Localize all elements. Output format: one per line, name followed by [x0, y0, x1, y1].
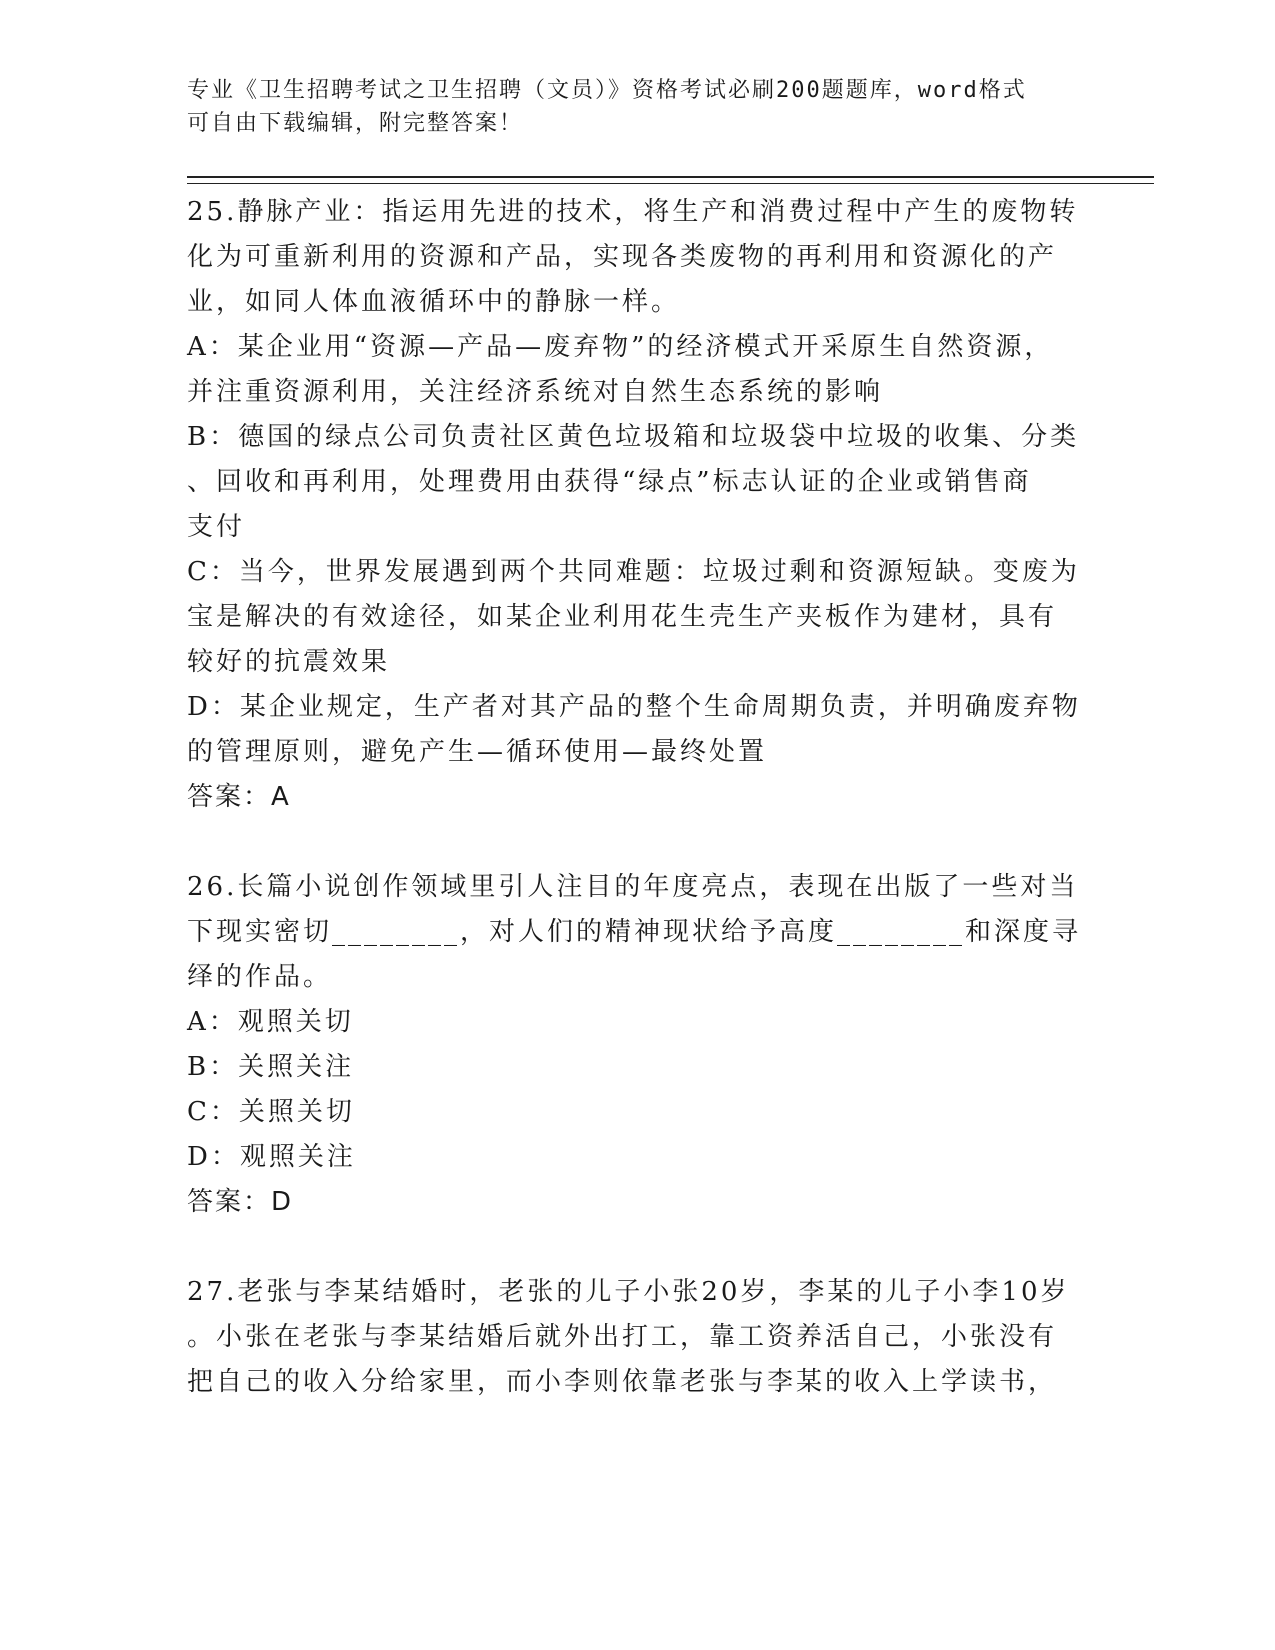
option-c — [187, 550, 1087, 685]
question-spacer — [187, 820, 1087, 865]
question-stem-line: 25.静脉产业：指运用先进的技术，将生产和消费过程中产生的废物转 — [187, 197, 1079, 227]
question-spacer — [187, 1225, 1087, 1270]
question-stem-line: 。小张在老张与李某结婚后就外出打工，靠工资养活自己，小张没有 — [187, 1322, 1058, 1352]
option-line: C：当今，世界发展遇到两个共同难题：垃圾过剩和资源短缺。变废为 — [187, 557, 1080, 587]
header-divider-thick — [187, 176, 1154, 178]
option-d: D：观照关注 — [187, 1142, 356, 1172]
header-title-line-2: 可自由下载编辑，附完整答案！ — [187, 111, 524, 136]
option-c: C：关照关切 — [187, 1097, 355, 1127]
option-line: 支付 — [187, 512, 246, 542]
question-stem-line: 化为可重新利用的资源和产品，实现各类废物的再利用和资源化的产 — [187, 242, 1058, 272]
option-line: B：德国的绿点公司负责社区黄色垃圾箱和垃圾袋中垃圾的收集、分类 — [187, 422, 1080, 452]
option-d — [187, 685, 1087, 775]
option-line: 并注重资源利用，关注经济系统对自然生态系统的影响 — [187, 377, 884, 407]
answer-label: 答案：A — [187, 782, 291, 812]
question-27 — [187, 1270, 1087, 1405]
option-line: 、回收和再利用，处理费用由获得“绿点”标志认证的企业或销售商 — [187, 467, 1032, 497]
question-stem-line: 业，如同人体血液循环中的静脉一样。 — [187, 287, 681, 317]
option-line: D：某企业规定，生产者对其产品的整个生命周期负责，并明确废弃物 — [187, 692, 1081, 722]
header-divider-thin — [187, 183, 1154, 184]
option-b: B：关照关注 — [187, 1052, 355, 1082]
question-stem-line: 把自己的收入分给家里，而小李则依靠老张与李某的收入上学读书， — [187, 1367, 1058, 1397]
option-a: A：观照关切 — [187, 1007, 354, 1037]
question-list — [187, 190, 1087, 1405]
answer-label: 答案：D — [187, 1187, 294, 1217]
option-a — [187, 325, 1087, 415]
question-stem-line: 27.老张与李某结婚时，老张的儿子小张20岁，李某的儿子小李10岁 — [187, 1277, 1070, 1307]
question-stem-line: 绎的作品。 — [187, 962, 333, 992]
option-line: A：某企业用“资源—产品—废弃物”的经济模式开采原生自然资源， — [187, 332, 1054, 362]
header-title-line-1: 专业《卫生招聘考试之卫生招聘（文员）》资格考试必刷200题题库，word格式 — [187, 78, 1027, 103]
question-25 — [187, 190, 1087, 820]
option-line: 宝是解决的有效途径，如某企业利用花生壳生产夹板作为建材，具有 — [187, 602, 1058, 632]
option-line: 较好的抗震效果 — [187, 647, 391, 677]
option-line: 的管理原则，避免产生—循环使用—最终处置 — [187, 737, 768, 767]
question-stem-line: 下现实密切________，对人们的精神现状给予高度________和深度寻 — [187, 917, 1082, 947]
question-stem-line: 26.长篇小说创作领域里引人注目的年度亮点，表现在出版了一些对当 — [187, 872, 1079, 902]
question-26 — [187, 865, 1087, 1225]
option-b — [187, 415, 1087, 550]
document-header — [187, 74, 1067, 140]
